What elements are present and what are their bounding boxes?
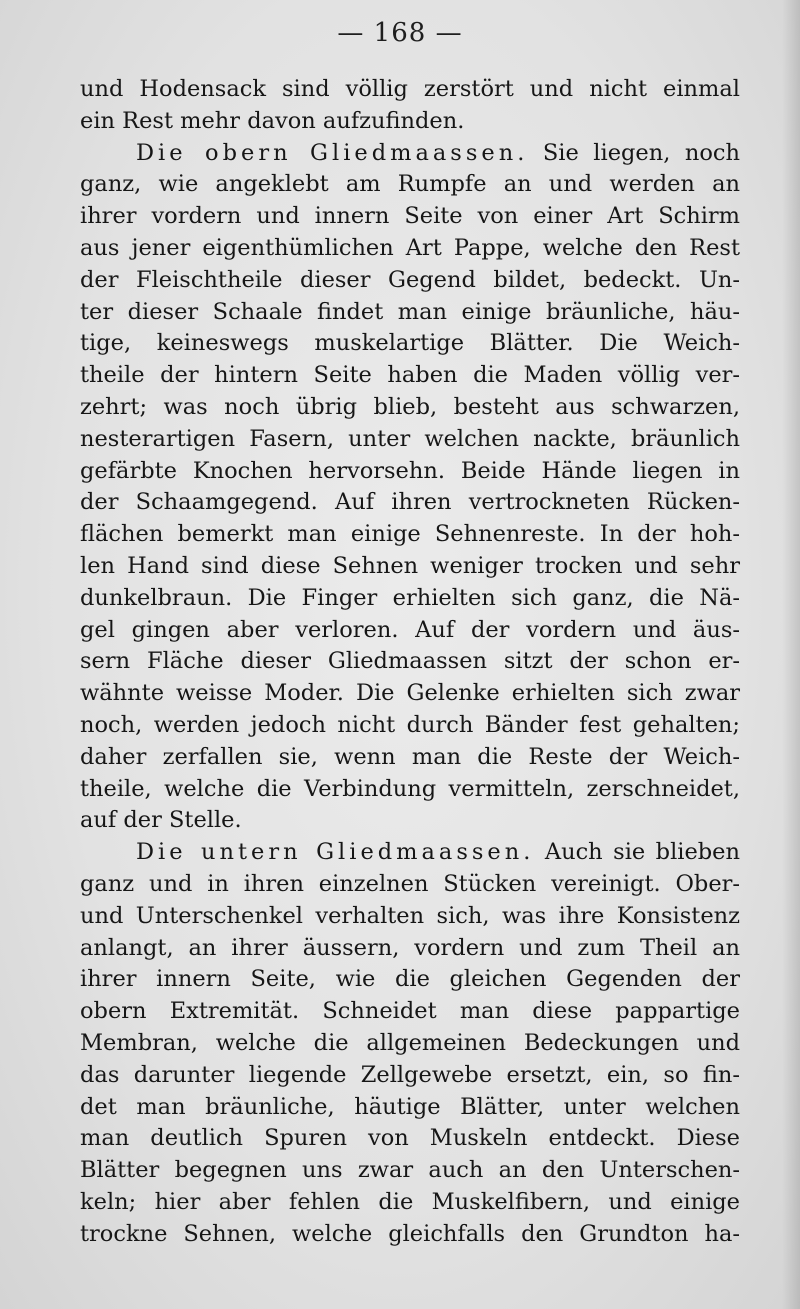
text-line xyxy=(80,837,740,869)
line-text: nesterartigen Fasern, unter welchen nackte, bräunlich xyxy=(80,425,740,452)
text-line xyxy=(80,328,740,360)
text-line xyxy=(80,106,740,138)
line-text: man deutlich Spuren von Muskeln entdeckt. Diese xyxy=(80,1125,740,1152)
line-text: ganz und in ihren einzelnen Stücken vereinigt. Ober- xyxy=(80,870,740,897)
line-text: der Fleischtheile dieser Gegend bildet, bedeckt. Un- xyxy=(80,266,740,293)
text-line xyxy=(80,933,740,965)
text-line xyxy=(80,360,740,392)
line-text: len Hand sind diese Sehnen weniger trocken und sehr xyxy=(80,552,740,579)
text-line xyxy=(80,1219,740,1251)
section-heading: Die obern Gliedmaassen. xyxy=(136,139,529,166)
line-text: der Schaamgegend. Auf ihren vertrockneten Rücken- xyxy=(80,489,740,516)
line-text: gel gingen aber verloren. Auf der vordern und äus- xyxy=(80,616,740,643)
text-line xyxy=(80,424,740,456)
text-line xyxy=(80,869,740,901)
line-text: und Unterschenkel verhalten sich, was ihre Konsistenz xyxy=(80,902,740,929)
text-line xyxy=(80,1155,740,1187)
text-line xyxy=(80,996,740,1028)
text-line xyxy=(80,74,740,106)
line-text: sern Fläche dieser Gliedmaassen sitzt der schon er- xyxy=(80,648,740,675)
line-text: das darunter liegende Zellgewebe ersetzt, ein, so fin- xyxy=(80,1061,740,1088)
text-line xyxy=(80,964,740,996)
text-line xyxy=(80,265,740,297)
line-text: det man bräunliche, häutige Blätter, unter welchen xyxy=(80,1093,740,1120)
line-text: zehrt; was noch übrig blieb, besteht aus schwarzen, xyxy=(80,393,740,420)
text-line xyxy=(80,456,740,488)
line-text: und Hodensack sind völlig zerstört und nicht einmal xyxy=(80,76,740,102)
line-text: ganz, wie angeklebt am Rumpfe an und werden an xyxy=(80,171,740,198)
line-text: ein Rest mehr davon aufzufinden. xyxy=(80,107,465,134)
line-text: obern Extremität. Schneidet man diese pappartige xyxy=(80,998,740,1025)
text-line xyxy=(80,1028,740,1060)
text-line xyxy=(80,1060,740,1092)
text-line xyxy=(80,487,740,519)
line-text: flächen bemerkt man einige Sehnenreste. In der hoh- xyxy=(80,521,740,548)
line-text: theile der hintern Seite haben die Maden völlig ver- xyxy=(80,362,740,389)
text-line xyxy=(80,901,740,933)
text-line xyxy=(80,551,740,583)
text-line xyxy=(80,615,740,647)
line-text: Blätter begegnen uns zwar auch an den Unterschen- xyxy=(80,1157,740,1184)
line-text: Sie liegen, noch xyxy=(528,139,740,166)
text-line xyxy=(80,742,740,774)
text-line xyxy=(80,169,740,201)
line-text: ter dieser Schaale findet man einige bräunliche, häu- xyxy=(80,298,740,325)
body-text xyxy=(80,74,740,1250)
text-line xyxy=(80,646,740,678)
line-text: aus jener eigenthümlichen Art Pappe, welche den Rest xyxy=(80,234,740,261)
text-line xyxy=(80,297,740,329)
text-line xyxy=(80,583,740,615)
line-text: daher zerfallen sie, wenn man die Reste der Weich- xyxy=(80,743,740,770)
section-heading: Die untern Gliedmaassen. xyxy=(136,839,535,866)
text-line xyxy=(80,233,740,265)
line-text: theile, welche die Verbindung vermitteln, zerschneidet, xyxy=(80,775,740,802)
line-text: Auch sie blieben xyxy=(534,839,740,866)
line-text: keln; hier aber fehlen die Muskelfibern, und einige xyxy=(80,1188,740,1215)
line-text: ihrer vordern und innern Seite von einer Art Schirm xyxy=(80,203,740,230)
line-text: tige, keineswegs muskelartige Blätter. Die Weich- xyxy=(80,330,740,357)
line-text: anlangt, an ihrer äussern, vordern und zum Theil an xyxy=(80,934,740,961)
text-line xyxy=(80,1092,740,1124)
text-line xyxy=(80,1123,740,1155)
line-text: Membran, welche die allgemeinen Bedeckungen und xyxy=(80,1029,740,1056)
text-line xyxy=(80,774,740,806)
text-line xyxy=(80,710,740,742)
page-number: — 168 — xyxy=(337,18,463,48)
line-text: gefärbte Knochen hervorsehn. Beide Hände liegen in xyxy=(80,457,740,484)
text-line xyxy=(80,678,740,710)
text-line xyxy=(80,138,740,170)
text-line xyxy=(80,392,740,424)
line-text: dunkelbraun. Die Finger erhielten sich ganz, die Nä- xyxy=(80,584,740,611)
text-line xyxy=(80,519,740,551)
text-line xyxy=(80,1187,740,1219)
page-edge-shadow xyxy=(782,0,800,1309)
line-text: trockne Sehnen, welche gleichfalls den Grundton ha- xyxy=(80,1220,740,1247)
line-text: wähnte weisse Moder. Die Gelenke erhielten sich zwar xyxy=(80,680,740,707)
text-line xyxy=(80,805,740,837)
line-text: auf der Stelle. xyxy=(80,807,242,834)
line-text: ihrer innern Seite, wie die gleichen Gegenden der xyxy=(80,966,740,993)
text-line xyxy=(80,201,740,233)
line-text: noch, werden jedoch nicht durch Bänder fest gehalten; xyxy=(80,711,740,738)
